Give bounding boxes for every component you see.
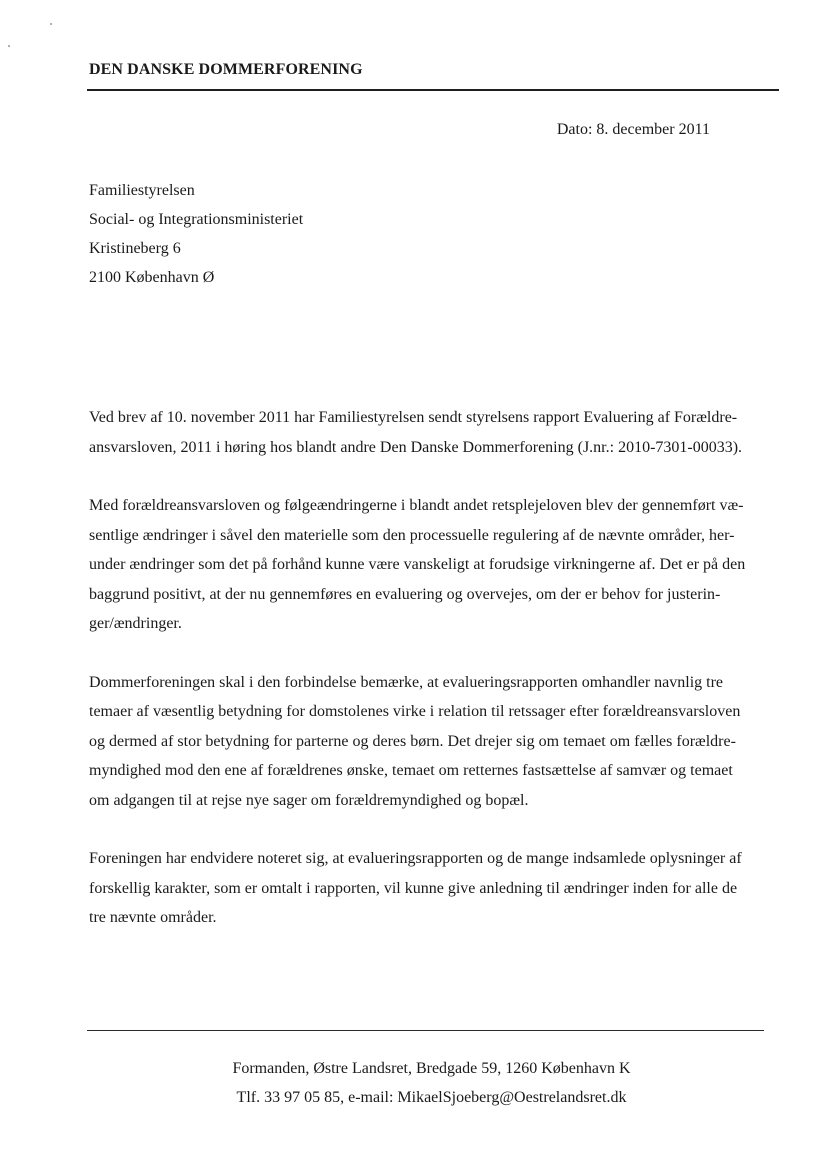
letter-footer	[0, 1054, 827, 1112]
paragraph	[89, 668, 779, 816]
text-line: Med forældreansvarsloven og følgeændringerne i blandt andet retsplejeloven blev der gennemført væ-	[89, 497, 744, 514]
paragraph	[89, 403, 779, 462]
text-line: myndighed mod den ene af forældrenes ønske, temaet om retternes fastsættelse af samvær og temaet	[89, 762, 733, 779]
text-line: ger/ændringer.	[89, 615, 182, 632]
recipient-address	[89, 176, 303, 292]
footer-divider	[87, 1030, 764, 1031]
recipient-city: 2100 København Ø	[89, 269, 215, 286]
text-line: sentlige ændringer i såvel den materielle som den processuelle regulering af de nævnte områder, her-	[89, 526, 735, 544]
text-line: under ændringer som det på forhånd kunne være vanskeligt at forudsige virkningerne af. Det er på den	[89, 556, 746, 573]
text-line: tre nævnte områder.	[89, 909, 217, 926]
organization-name: DEN DANSKE DOMMERFORENING	[89, 61, 363, 78]
text-line: forskellig karakter, som er omtalt i rapporten, vil kunne give anledning til ændringer inden for alle de	[89, 879, 738, 897]
letter-date: Dato: 8. december 2011	[556, 121, 710, 138]
scan-speck	[50, 23, 52, 25]
text-line: og dermed af stor betydning for parterne og deres børn. Det drejer sig om temaet om fælles forældre-	[89, 732, 736, 750]
text-line: om adgangen til at rejse nye sager om forældremyndighed og bopæl.	[89, 791, 529, 809]
footer-contact: Tlf. 33 97 05 85, e-mail: MikaelSjoeberg@Oestrelandsret.dk	[236, 1089, 627, 1106]
text-line: temaer af væsentlig betydning for domstolenes virke i relation til retssager efter forældreansvarsloven	[89, 703, 741, 720]
recipient-ministry: Social- og Integrationsministeriet	[89, 211, 304, 228]
paragraph	[89, 844, 779, 933]
recipient-street: Kristineberg 6	[89, 240, 181, 257]
footer-address: Formanden, Østre Landsret, Bredgade 59, 1260 København K	[232, 1060, 631, 1077]
text-line: Foreningen har endvidere noteret sig, at evalueringsrapporten og de mange indsamlede oplysninger af	[89, 850, 742, 867]
header-divider	[87, 89, 779, 91]
text-line: Ved brev af 10. november 2011 har Familiestyrelsen sendt styrelsens rapport Evaluering af Forældre-	[89, 409, 738, 426]
recipient-name: Familiestyrelsen	[89, 182, 195, 199]
text-line: ansvarsloven, 2011 i høring hos blandt andre Den Danske Dommerforening (J.nr.: 2010-7301-00033).	[89, 438, 743, 456]
letter-body	[89, 403, 779, 962]
text-line: Dommerforeningen skal i den forbindelse bemærke, at evalueringsrapporten omhandler navnlig tre	[89, 673, 724, 691]
scan-speck	[8, 45, 10, 47]
text-line: baggrund positivt, at der nu gennemføres en evaluering og overvejes, om der er behov for justerin-	[89, 585, 721, 603]
paragraph	[89, 491, 779, 639]
